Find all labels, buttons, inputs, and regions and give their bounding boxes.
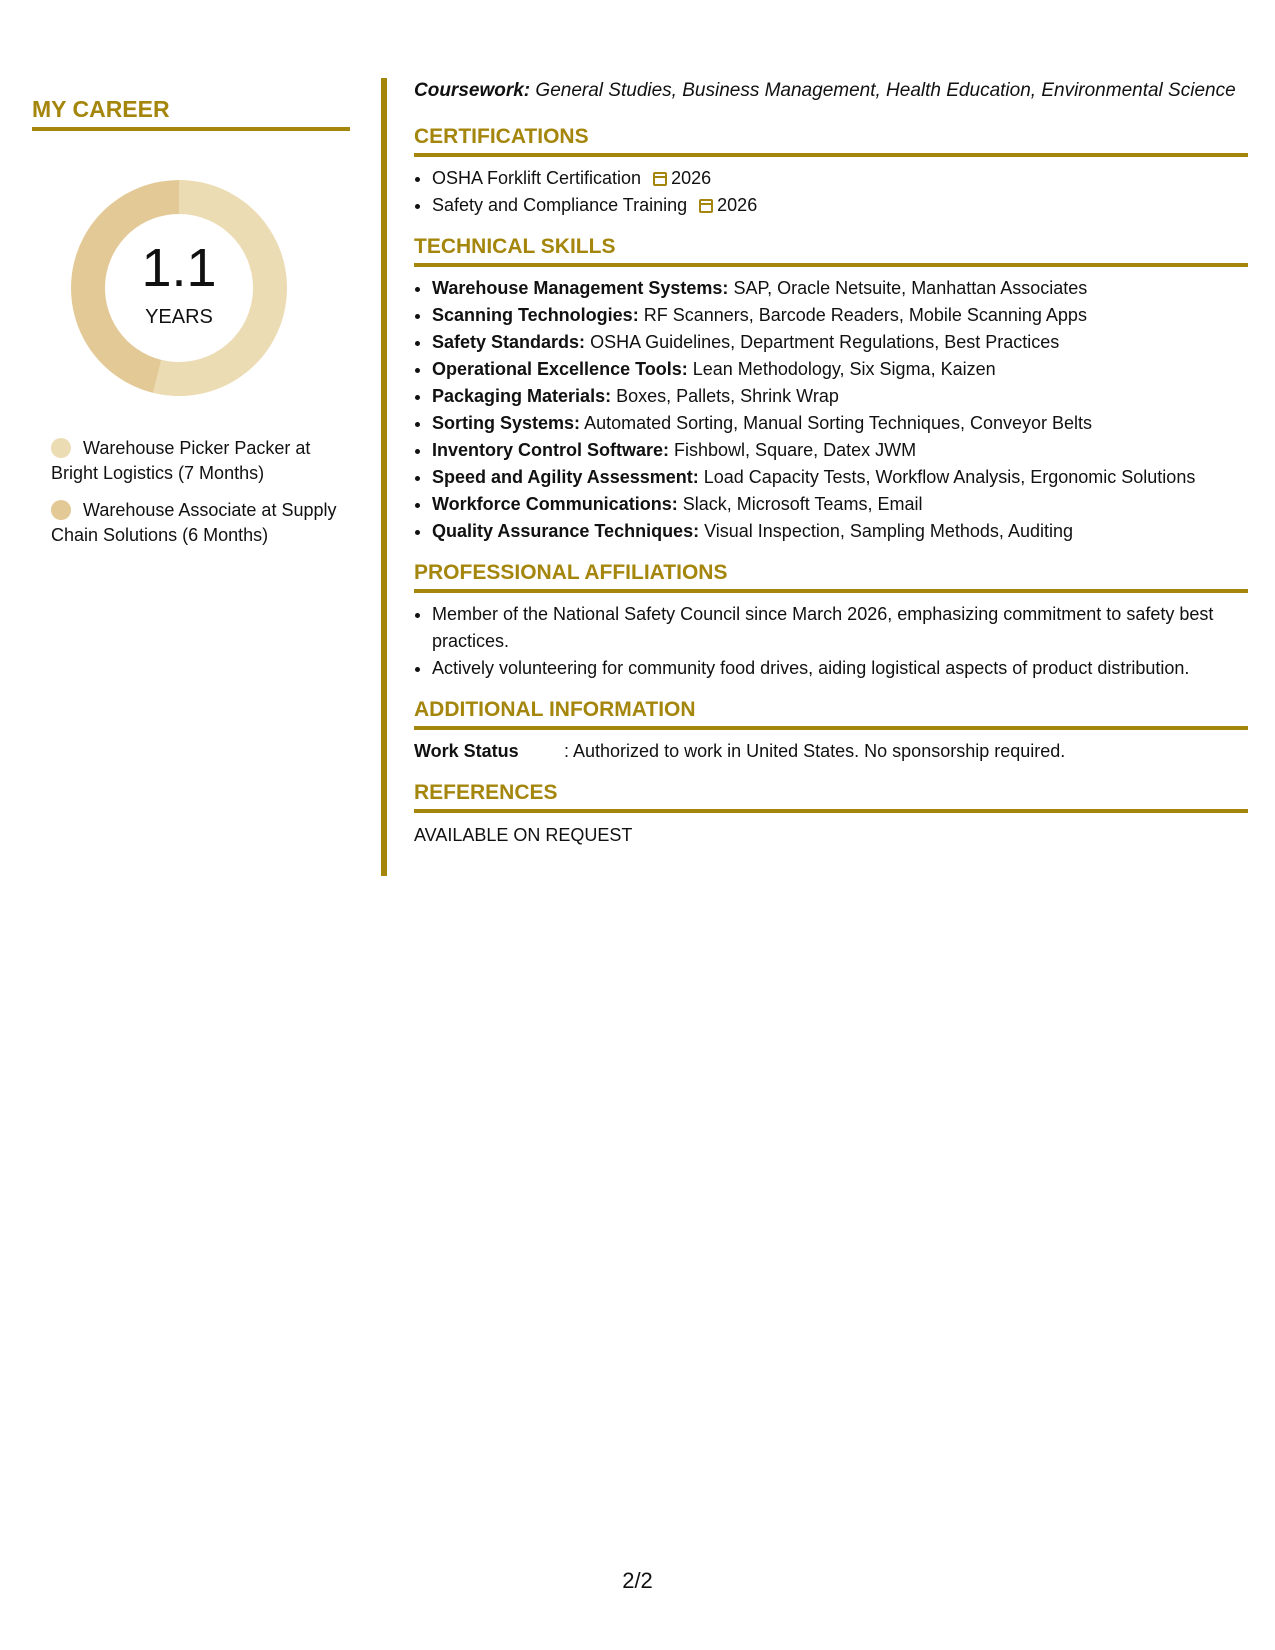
skill-text: Automated Sorting, Manual Sorting Techniques, Conveyor Belts <box>584 413 1093 433</box>
skill-label: Warehouse Management Systems: <box>432 278 729 298</box>
affiliation-item: • Actively volunteering for community food drives, aiding logistical aspects of product distribution. <box>432 655 1248 682</box>
skill-item <box>432 302 1248 329</box>
skill-item <box>432 437 1248 464</box>
career-item <box>51 498 351 548</box>
certification-item <box>432 192 1248 219</box>
career-item <box>51 436 351 486</box>
coursework <box>414 78 1248 103</box>
skill-text: Lean Methodology, Six Sigma, Kaizen <box>692 359 996 379</box>
skill-text: Boxes, Pallets, Shrink Wrap <box>616 386 839 406</box>
donut-center <box>67 176 291 400</box>
skill-item <box>432 383 1248 410</box>
skill-item <box>432 491 1248 518</box>
skill-label: Operational Excellence Tools: <box>432 359 688 379</box>
skill-item <box>432 329 1248 356</box>
column-divider <box>381 78 387 876</box>
certification-name: OSHA Forklift Certification <box>432 168 642 188</box>
skill-label: Safety Standards: <box>432 332 586 352</box>
career-panel <box>32 96 350 545</box>
skill-text: Visual Inspection, Sampling Methods, Auditing <box>704 521 1073 541</box>
years-label: YEARS <box>145 306 213 328</box>
affiliation-item: • Member of the National Safety Council since March 2026, emphasizing commitment to safety best practices. <box>432 601 1248 655</box>
skill-text: OSHA Guidelines, Department Regulations, Best Practices <box>590 332 1060 352</box>
career-item-text: Warehouse Associate at Supply Chain Solutions (6 Months) <box>51 500 337 545</box>
affiliations-title: PROFESSIONAL AFFILIATIONS <box>414 561 1248 593</box>
certification-year: 2026 <box>671 168 712 188</box>
page-number: 2/2 <box>622 1568 653 1593</box>
calendar-icon <box>653 172 667 186</box>
skill-label: Scanning Technologies: <box>432 305 639 325</box>
skills-list <box>414 275 1248 545</box>
certification-name: Safety and Compliance Training <box>432 195 688 215</box>
skill-label: Speed and Agility Assessment: <box>432 467 699 487</box>
legend-dot <box>51 500 71 520</box>
skill-text: Load Capacity Tests, Workflow Analysis, Ergonomic Solutions <box>703 467 1196 487</box>
career-item-text: Warehouse Picker Packer at Bright Logistics (7 Months) <box>51 438 311 483</box>
certifications-list <box>414 165 1248 219</box>
skill-item <box>432 518 1248 545</box>
main-content <box>414 78 1248 846</box>
calendar-icon <box>699 199 713 213</box>
skill-label: Quality Assurance Techniques: <box>432 521 700 541</box>
skill-text: Slack, Microsoft Teams, Email <box>682 494 923 514</box>
certifications-title: CERTIFICATIONS <box>414 125 1248 157</box>
skill-text: SAP, Oracle Netsuite, Manhattan Associates <box>733 278 1088 298</box>
skill-label: Workforce Communications: <box>432 494 678 514</box>
coursework-text: General Studies, Business Management, Health Education, Environmental Science <box>535 80 1236 101</box>
skill-text: Fishbowl, Square, Datex JWM <box>674 440 917 460</box>
skill-item <box>432 275 1248 302</box>
skill-label: Packaging Materials: <box>432 386 612 406</box>
skill-label: Sorting Systems: <box>432 413 581 433</box>
legend-dot <box>51 438 71 458</box>
additional-info-title: ADDITIONAL INFORMATION <box>414 698 1248 730</box>
coursework-label: Coursework: <box>414 80 531 101</box>
years-value: 1.1 <box>141 238 217 298</box>
work-status-row <box>414 738 1248 765</box>
career-list <box>51 436 351 560</box>
skills-title: TECHNICAL SKILLS <box>414 235 1248 267</box>
skill-text: RF Scanners, Barcode Readers, Mobile Scanning Apps <box>643 305 1087 325</box>
skill-item <box>432 356 1248 383</box>
affiliations-list <box>414 601 1248 682</box>
certification-year: 2026 <box>717 195 758 215</box>
skill-item <box>432 464 1248 491</box>
career-heading: MY CAREER <box>32 96 350 131</box>
work-status-key: Work Status <box>414 741 519 761</box>
certification-item <box>432 165 1248 192</box>
references-text: AVAILABLE ON REQUEST <box>414 825 633 845</box>
skill-item <box>432 410 1248 437</box>
references-title: REFERENCES <box>414 781 1248 813</box>
work-status-value: : Authorized to work in United States. No sponsorship required. <box>564 741 1066 761</box>
skill-label: Inventory Control Software: <box>432 440 670 460</box>
